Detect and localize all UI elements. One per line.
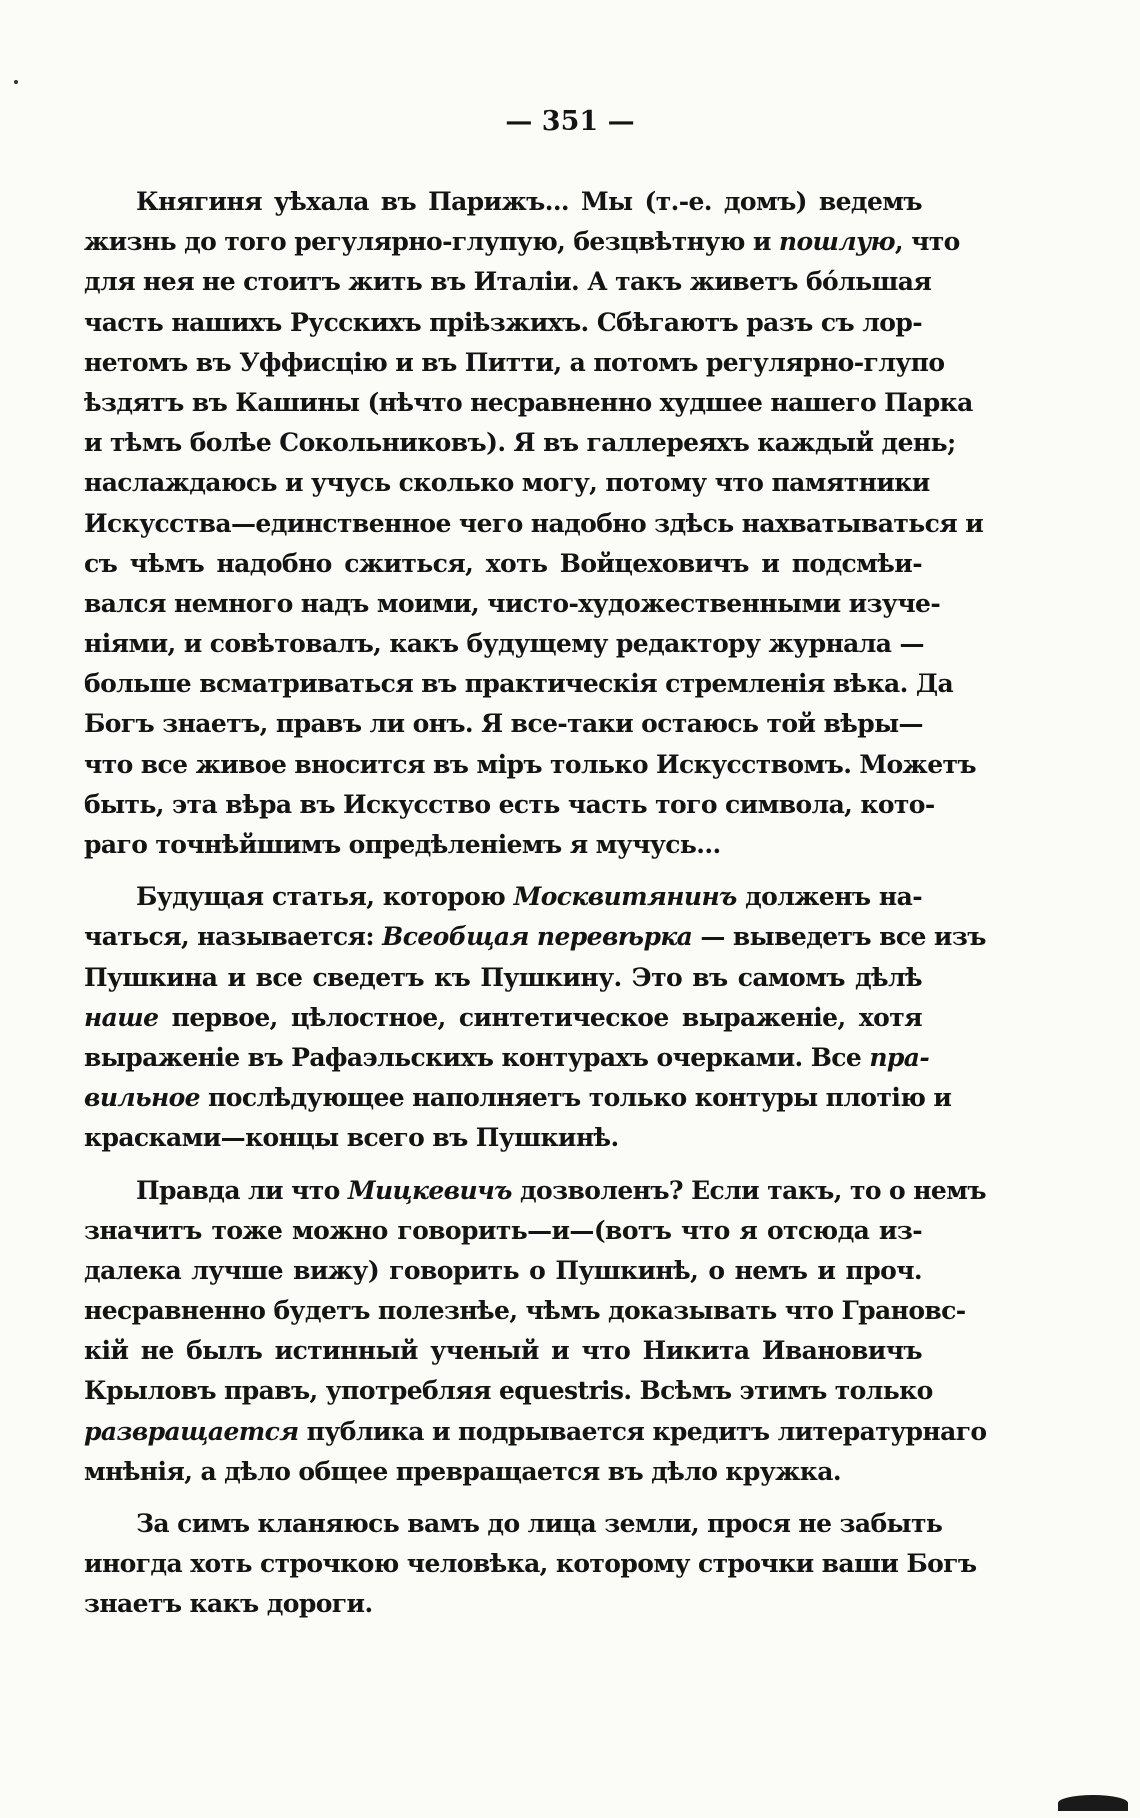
paragraph	[84, 182, 984, 865]
text-segment: За симъ кланяюсь вамъ до лица земли, прося не забыть	[136, 1509, 943, 1538]
text-segment: вался немного надъ моими, чисто-художественными изуче-	[84, 588, 941, 618]
text-segment: Искусства—единственное чего надобно здѣсь нахватываться и	[84, 508, 984, 538]
text-segment: нетомъ въ Уффисцію и въ Питти, а потомъ регулярно-глупо	[84, 347, 945, 377]
text-segment: значитъ тоже можно говорить—и—(вотъ что я отсюда из-	[84, 1215, 922, 1245]
text-line	[84, 1211, 922, 1251]
text-line	[84, 1251, 922, 1291]
text-segment: для нея не стоитъ жить въ Италіи. А такъ живетъ бóльшая	[84, 267, 932, 297]
text-segment: жизнь до того регулярно-глупую, безцвѣтную и	[84, 227, 779, 257]
text-segment: несравненно будетъ полезнѣе, чѣмъ доказывать что Грановс-	[84, 1296, 966, 1326]
italic-segment: развращается	[84, 1416, 299, 1446]
text-line	[84, 624, 922, 664]
text-segment: наслаждаюсь и учусь сколько могу, потому что памятники	[84, 468, 930, 498]
text-line	[84, 704, 922, 744]
text-line	[84, 785, 935, 825]
text-line	[84, 1452, 922, 1492]
text-line	[84, 584, 941, 624]
text-line	[84, 1118, 922, 1158]
text-line	[84, 222, 960, 262]
text-segment: Княгиня уѣхала въ Парижъ... Мы (т.-е. домъ) ведемъ	[136, 187, 922, 216]
text-line	[84, 1291, 966, 1331]
text-segment: и тѣмъ болѣе Сокольниковъ). Я въ галлереяхъ каждый день;	[84, 428, 956, 458]
scan-artifact	[1058, 1795, 1128, 1811]
text-line	[84, 182, 922, 222]
text-line	[84, 877, 922, 917]
text-line	[84, 825, 922, 865]
text-segment: иногда хоть строчкою человѣка, которому строчки ваши Богъ	[84, 1549, 977, 1579]
text-segment: далека лучше вижу) говорить о Пушкинѣ, о немъ и проч.	[84, 1255, 922, 1285]
text-line	[84, 383, 973, 423]
text-line	[84, 1371, 933, 1411]
italic-segment: пошлую	[778, 227, 895, 257]
text-segment: первое, цѣлостное, синтетическое выраженіе, хотя	[158, 1002, 922, 1032]
scan-speck	[14, 80, 18, 84]
text-line	[84, 1038, 930, 1078]
text-segment: красками—концы всего въ Пушкинѣ.	[84, 1123, 619, 1153]
text-segment: часть нашихъ Русскихъ пріѣзжихъ. Сбѣгаютъ разъ съ лор-	[84, 307, 922, 337]
text-line	[84, 463, 930, 503]
text-segment: что все живое вносится въ міръ только Искусствомъ. Можетъ	[84, 749, 976, 779]
text-segment: Богъ знаетъ, правъ ли онъ. Я все-таки остаюсь той вѣры—	[84, 709, 923, 739]
text-segment: больше всматриваться въ практическія стремленія вѣка. Да	[84, 669, 954, 699]
text-line	[84, 1504, 943, 1544]
text-line	[84, 1078, 952, 1118]
italic-segment: вильное	[84, 1083, 200, 1113]
text-line	[84, 958, 922, 998]
text-line	[84, 917, 986, 957]
text-line	[84, 1171, 986, 1211]
italic-segment: Мицкевичъ	[347, 1175, 512, 1205]
text-segment: ніями, и совѣтовалъ, какъ будущему редактору журнала —	[84, 629, 924, 659]
page-number: — 351 —	[505, 106, 635, 137]
text-line	[84, 544, 922, 584]
italic-segment: Москвитянинъ	[513, 882, 737, 912]
text-line	[84, 1584, 922, 1624]
paragraph	[84, 1504, 977, 1625]
text-segment: мнѣнія, а дѣло общее превращается въ дѣло кружка.	[84, 1456, 841, 1486]
text-line	[84, 998, 922, 1038]
text-line	[84, 262, 932, 302]
text-segment: выраженіе въ Рафаэльскихъ контурахъ очерками. Все	[84, 1042, 870, 1072]
text-segment: послѣдующее наполняетъ только контуры плотію и	[200, 1083, 952, 1113]
body-text	[84, 182, 987, 1625]
text-line	[84, 1544, 977, 1584]
italic-segment: наше	[84, 1002, 159, 1032]
text-line	[84, 423, 956, 463]
italic-segment: Всеобщая перевѣрка	[382, 922, 693, 952]
text-segment: долженъ на-	[736, 882, 922, 912]
text-segment: быть, эта вѣра въ Искусство есть часть того символа, кото-	[84, 789, 935, 819]
text-line	[84, 504, 984, 544]
text-line	[84, 343, 945, 383]
text-line	[84, 1331, 922, 1371]
text-segment: съ чѣмъ надобно сжиться, хоть Войцеховичъ и подсмѣи-	[84, 548, 922, 578]
text-segment: чаться, называется:	[84, 922, 383, 952]
text-line	[84, 745, 976, 785]
text-segment: публика и подрывается кредитъ литературнаго	[298, 1416, 987, 1446]
text-segment: — выведетъ все изъ	[692, 922, 986, 952]
text-line	[84, 1412, 987, 1452]
text-line	[84, 303, 922, 343]
text-segment: раго точнѣйшимъ опредѣленіемъ я мучусь...	[84, 830, 721, 859]
text-segment: кій не былъ истинный ученый и что Никита Ивановичъ	[84, 1336, 922, 1366]
text-segment: Крыловъ правъ, употребляя equestris. Всѣмъ этимъ только	[84, 1376, 933, 1406]
text-line	[84, 664, 954, 704]
text-segment: Будущая статья, которою	[136, 882, 514, 912]
text-segment: Правда ли что	[136, 1175, 348, 1205]
paragraph	[84, 1171, 987, 1493]
text-segment: дозволенъ? Если такъ, то о немъ	[511, 1175, 986, 1205]
text-segment: ѣздятъ въ Кашины (нѣчто несравненно худшее нашего Парка	[84, 387, 973, 417]
text-segment: знаетъ какъ дороги.	[84, 1589, 373, 1619]
text-segment: Пушкина и все сведетъ къ Пушкину. Это въ самомъ дѣлѣ	[84, 962, 922, 992]
italic-segment: пра-	[869, 1042, 930, 1072]
text-segment: , что	[894, 227, 960, 257]
paragraph	[84, 877, 986, 1158]
